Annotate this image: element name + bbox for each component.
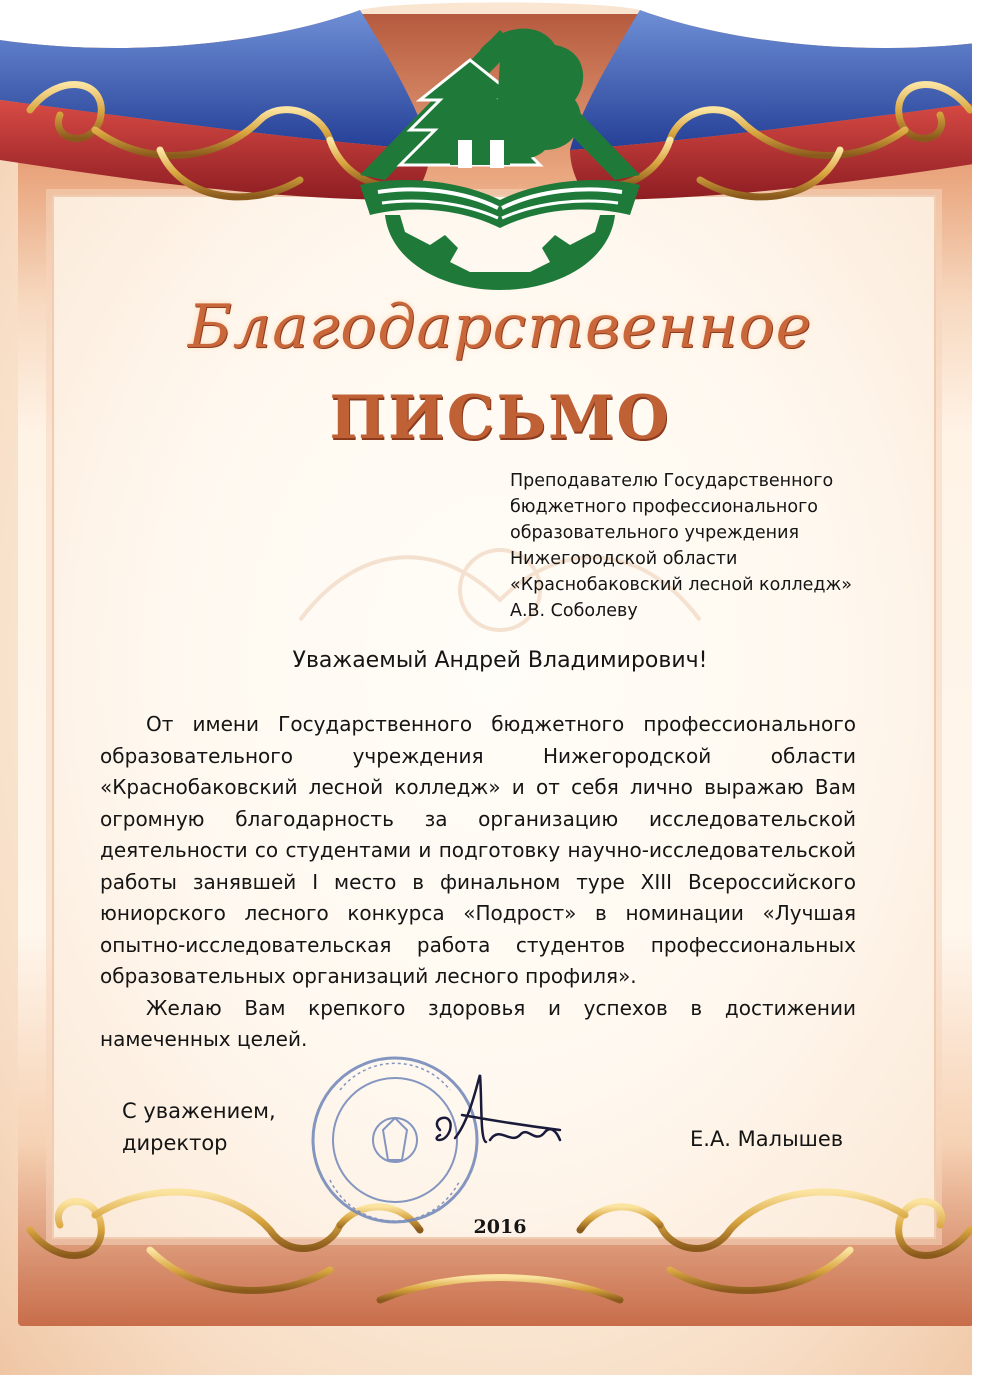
certificate-title-line1: Благодарственное — [187, 292, 813, 362]
official-seal-stamp — [313, 1058, 477, 1222]
body-paragraph: От имени Государственного бюджетного профессионального образовательного учреждения Нижегородской области «Краснобаковский лесной колледж» и от себя лично выражаю Вам огромную благодарность за организацию исследовательской деятельности со студентами и подготовку научно-исследовательской работы занявшей I место в финальном туре XIII Всероссийского юниорского лесного конкурса «Подрост» в номинации «Лучшая опытно-исследовательская работа студентов профессиональных образовательных организаций лесного профиля». — [100, 712, 856, 988]
addressee-line: образовательного учреждения — [510, 523, 799, 543]
page-edge — [972, 0, 1000, 1375]
document-year: 2016 — [473, 1216, 527, 1238]
addressee-line: бюджетного профессионального — [510, 497, 818, 517]
body-paragraph: Желаю Вам крепкого здоровья и успехов в достижении намеченных целей. — [100, 995, 856, 1051]
addressee-line: А.В. Соболеву — [510, 601, 638, 621]
closing-block — [122, 1095, 276, 1159]
letter-body — [100, 709, 856, 1056]
addressee-block — [510, 468, 890, 624]
addressee-line: «Краснобаковский лесной колледж» — [510, 575, 852, 595]
addressee-line: Нижегородской области — [510, 549, 738, 569]
salutation: Уважаемый Андрей Владимирович! — [292, 648, 708, 673]
closing-regards: С уважением, — [122, 1099, 276, 1123]
bottom-ornaments — [30, 1192, 970, 1300]
certificate-title-line2: ПИСЬМО — [329, 383, 671, 453]
college-emblem-logo — [360, 29, 640, 290]
director-name: Е.А. Малышев — [690, 1127, 844, 1151]
signer-title: директор — [122, 1131, 228, 1155]
addressee-line: Преподавателю Государственного — [510, 471, 834, 491]
